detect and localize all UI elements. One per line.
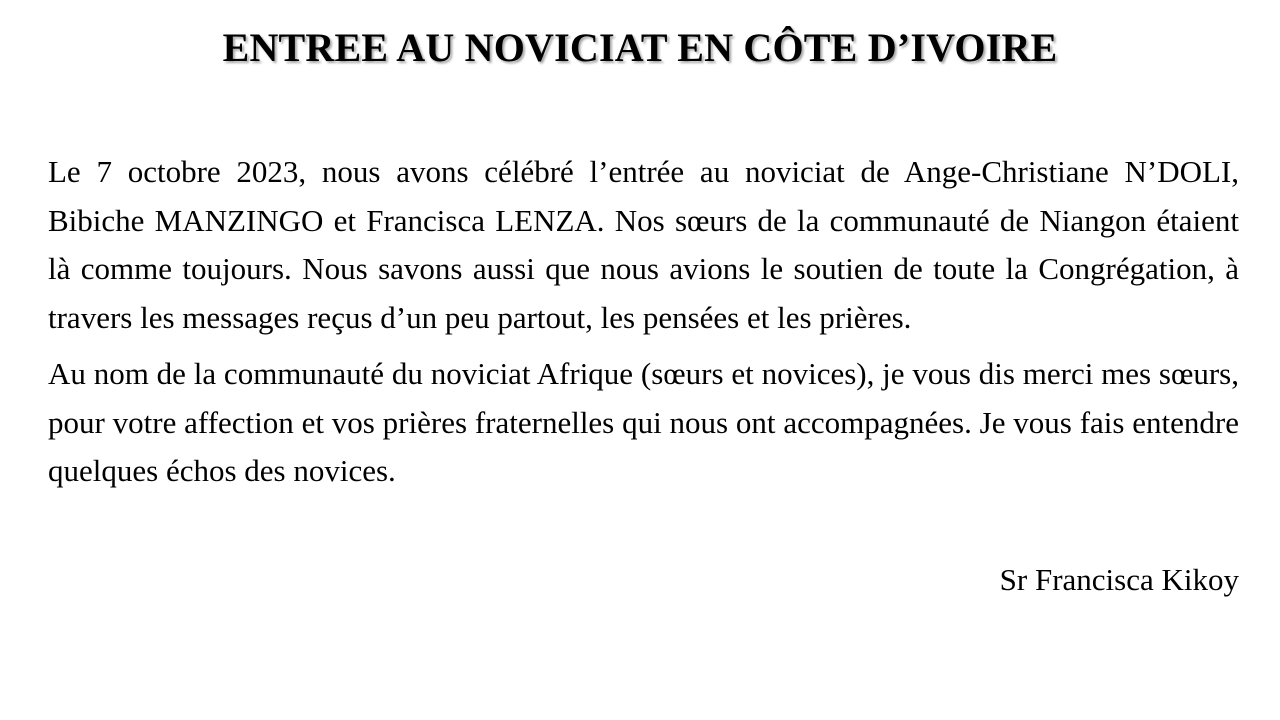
document-body	[48, 148, 1239, 504]
signature: Sr Francisca Kikoy	[999, 562, 1239, 597]
page-title: ENTREE AU NOVICIAT EN CÔTE D’IVOIRE	[222, 25, 1058, 70]
paragraph-1: Le 7 octobre 2023, nous avons célébré l’entrée au noviciat de Ange-Christiane N’DOLI, Bibiche MANZINGO et Francisca LENZA. Nos sœurs de la communauté de Niangon étaient là comme toujours. Nous savons aussi que nous avions le soutien de toute la Congrégation, à travers les messages reçus d’un peu partout, les pensées et les prières.	[48, 154, 1239, 335]
paragraph-2: Au nom de la communauté du noviciat Afrique (sœurs et novices), je vous dis merci mes sœurs, pour votre affection et vos prières fraternelles qui nous ont accompagnées. Je vous fais entendre quelques échos des novices.	[48, 356, 1239, 488]
